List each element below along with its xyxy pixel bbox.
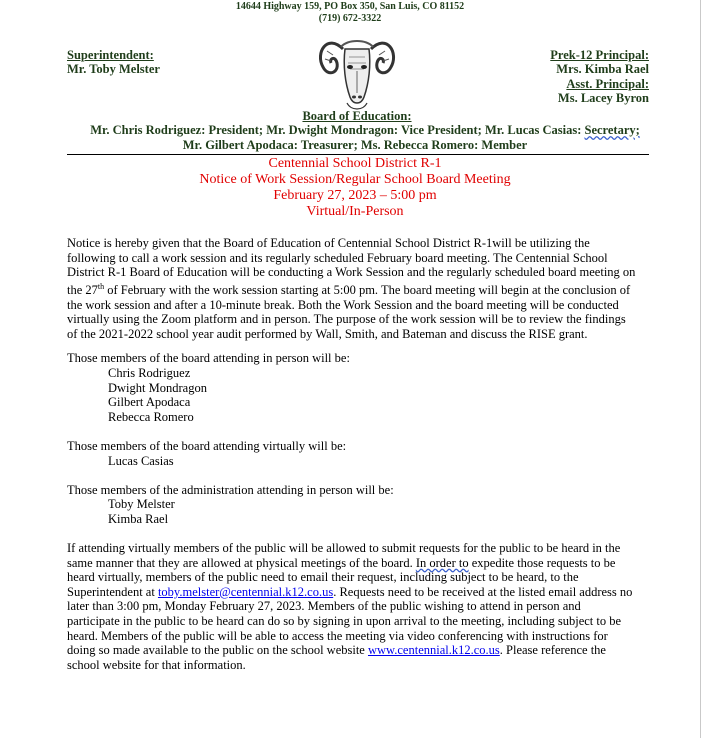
para1-line: District R-1 Board of Education will be conducting a Work Session and the regularly scheduled board meeting on	[67, 265, 636, 280]
principal-title: Prek-12 Principal:	[550, 48, 649, 62]
attendee-name: Dwight Mondragon	[108, 380, 207, 395]
header-divider	[67, 154, 649, 155]
board-title: Board of Education:	[302, 109, 412, 123]
para2-line: participate in the public to be heard can do so by signing in upon arrival to the meeting, including subject to be	[67, 613, 622, 628]
para1-line: of the 2021-2022 school year audit performed by Wall, Smith, and Bateman and discuss the RISE grant.	[67, 326, 588, 341]
attendee-name: Toby Melster	[108, 497, 175, 511]
board-members-text: Mr. Chris Rodriguez: President; Mr. Dwight Mondragon: Vice President; Mr. Lucas Casias:	[90, 123, 582, 137]
para2-line: same manner that they are allowed at physical meetings of the board. In order to expedite those requests to be	[67, 555, 616, 570]
meeting-date: February 27, 2023 – 5:00 pm	[273, 188, 437, 203]
district-name: Centennial School District R-1	[268, 156, 442, 171]
notice-heading: Notice of Work Session/Regular School Board Meeting	[199, 172, 511, 187]
in-person-heading: Those members of the board attending in person will be:	[67, 351, 350, 365]
para2-line: doing so made available to the public on the school website www.centennial.k12.co.us. Please reference the	[67, 643, 606, 658]
para2-line: heard. Members of the public will be able to access the meeting via video conferencing with instructions for	[67, 628, 608, 643]
superintendent-name: Mr. Toby Melster	[67, 62, 160, 76]
admin-list	[108, 497, 175, 526]
board-line-1	[0, 123, 710, 138]
meeting-format: Virtual/In-Person	[306, 204, 404, 219]
phone-line: (719) 672-3322	[318, 13, 382, 24]
attendee-name: Gilbert Apodaca	[108, 395, 191, 410]
board-line-2: Mr. Gilbert Apodaca: Treasurer; Ms. Rebecca Romero: Member	[182, 138, 528, 152]
attendee-name: Kimba Rael	[108, 511, 169, 526]
para2-line: Superintendent at toby.melster@centennial.k12.co.us. Requests need to be received at the listed email address no	[67, 584, 633, 599]
in-person-list	[108, 366, 207, 424]
public-paragraph	[67, 541, 657, 672]
para1-line: the 27th of February with the work session starting at 5:00 pm. The board meeting will begin at the conclusion of	[67, 281, 631, 297]
para2-line: heard virtually, members of the public need to email their request, including subject to be heard, to the	[67, 570, 579, 585]
attendee-name: Chris Rodriguez	[108, 366, 191, 380]
para1-line: virtually using the Zoom platform and in person. The purpose of the work session will be to review the findings	[67, 312, 626, 327]
para1-line: following to call a work session and its regularly scheduled February board meeting. The Centennial School	[67, 250, 608, 265]
in-order-to-text: In order to	[415, 555, 469, 570]
para1-line: the work session and after a 10-minute break. Both the Work Session and the board meeting will be conducted	[67, 297, 619, 312]
virtual-heading: Those members of the board attending virtually will be:	[67, 439, 347, 453]
secretary-text: Secretary;	[584, 123, 640, 137]
ram-head-icon	[317, 27, 397, 113]
asst-principal-name: Ms. Lacey Byron	[557, 91, 649, 105]
address-line: 14644 Highway 159, PO Box 350, San Luis, CO 81152	[235, 1, 465, 12]
virtual-list	[108, 454, 174, 469]
attendee-name: Rebecca Romero	[108, 409, 194, 424]
para2-line: school website for that information.	[67, 657, 246, 672]
para1-line: Notice is hereby given that the Board of Education of Centennial School District R-1will be utilizing the	[67, 236, 590, 250]
attendee-name: Lucas Casias	[108, 454, 174, 468]
email-link[interactable]: toby.melster@centennial.k12.co.us	[157, 584, 334, 599]
notice-paragraph	[67, 236, 657, 341]
para2-line: later than 3:00 pm, Monday February 27, 2023. Members of the public wishing to attend in person and	[67, 599, 581, 614]
admin-heading: Those members of the administration attending in person will be:	[67, 483, 394, 497]
para2-line: If attending virtually members of the public will be allowed to submit requests for the public to be heard in the	[67, 541, 621, 555]
asst-principal-title: Asst. Principal:	[566, 77, 649, 91]
principal-name: Mrs. Kimba Rael	[556, 62, 649, 76]
superintendent-title: Superintendent:	[67, 48, 154, 62]
website-link[interactable]: www.centennial.k12.co.us	[367, 643, 500, 658]
